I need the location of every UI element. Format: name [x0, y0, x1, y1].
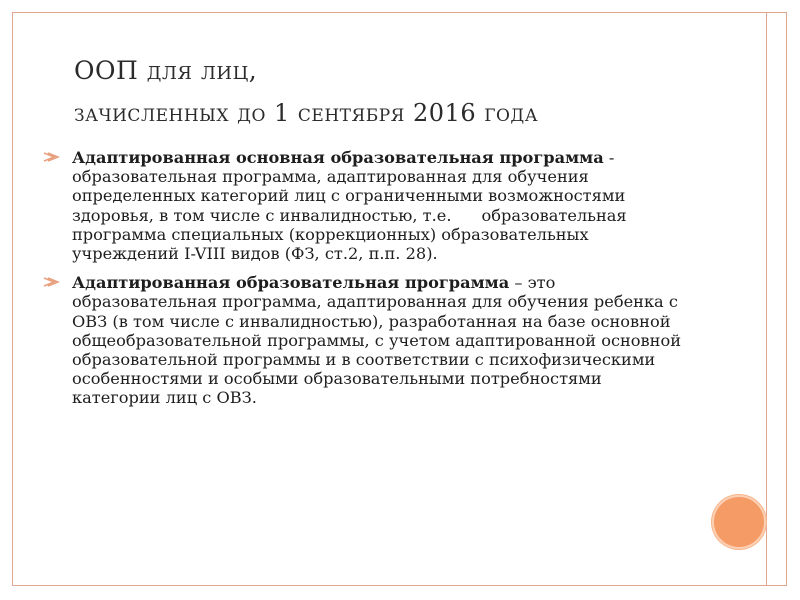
list-item [42, 273, 682, 407]
slide-title [74, 56, 734, 128]
definition-term: Адаптированная образовательная программа [72, 273, 510, 293]
arrow-bullet-icon [42, 275, 60, 289]
slide-body [42, 148, 682, 418]
definition-text: – это образовательная программа, адаптированная для обучения ребенка с ОВЗ (в том числе с инвалидностью), разработанная на базе основной общеобразовательной программы, с учетом адаптированной основной образовательной программы и в соответствии с психофизическими особенностями и особыми образовательными потребностями категории лиц с ОВЗ. [72, 273, 681, 408]
frame-divider-line [766, 12, 767, 586]
decorative-circle [712, 495, 766, 549]
arrow-bullet-icon [42, 150, 60, 164]
title-line-2: зачисленных до 1 сентября 2016 года [74, 99, 539, 127]
definition-text: - образовательная программа, адаптированная для обучения определенных категорий лиц с ограниченными возможностями здоровья, в том числе с инвалидностью, т.е. [72, 148, 626, 225]
definition-text-continued: образовательная программа специальных (коррекционных) образовательных учреждений I-VIII видов (ФЗ, ст.2, п.п. 28). [72, 205, 627, 264]
title-line-1: ООП для лиц, [74, 56, 258, 85]
definition-term: Адаптированная основная образовательная программа [72, 148, 604, 167]
list-item [42, 148, 682, 263]
